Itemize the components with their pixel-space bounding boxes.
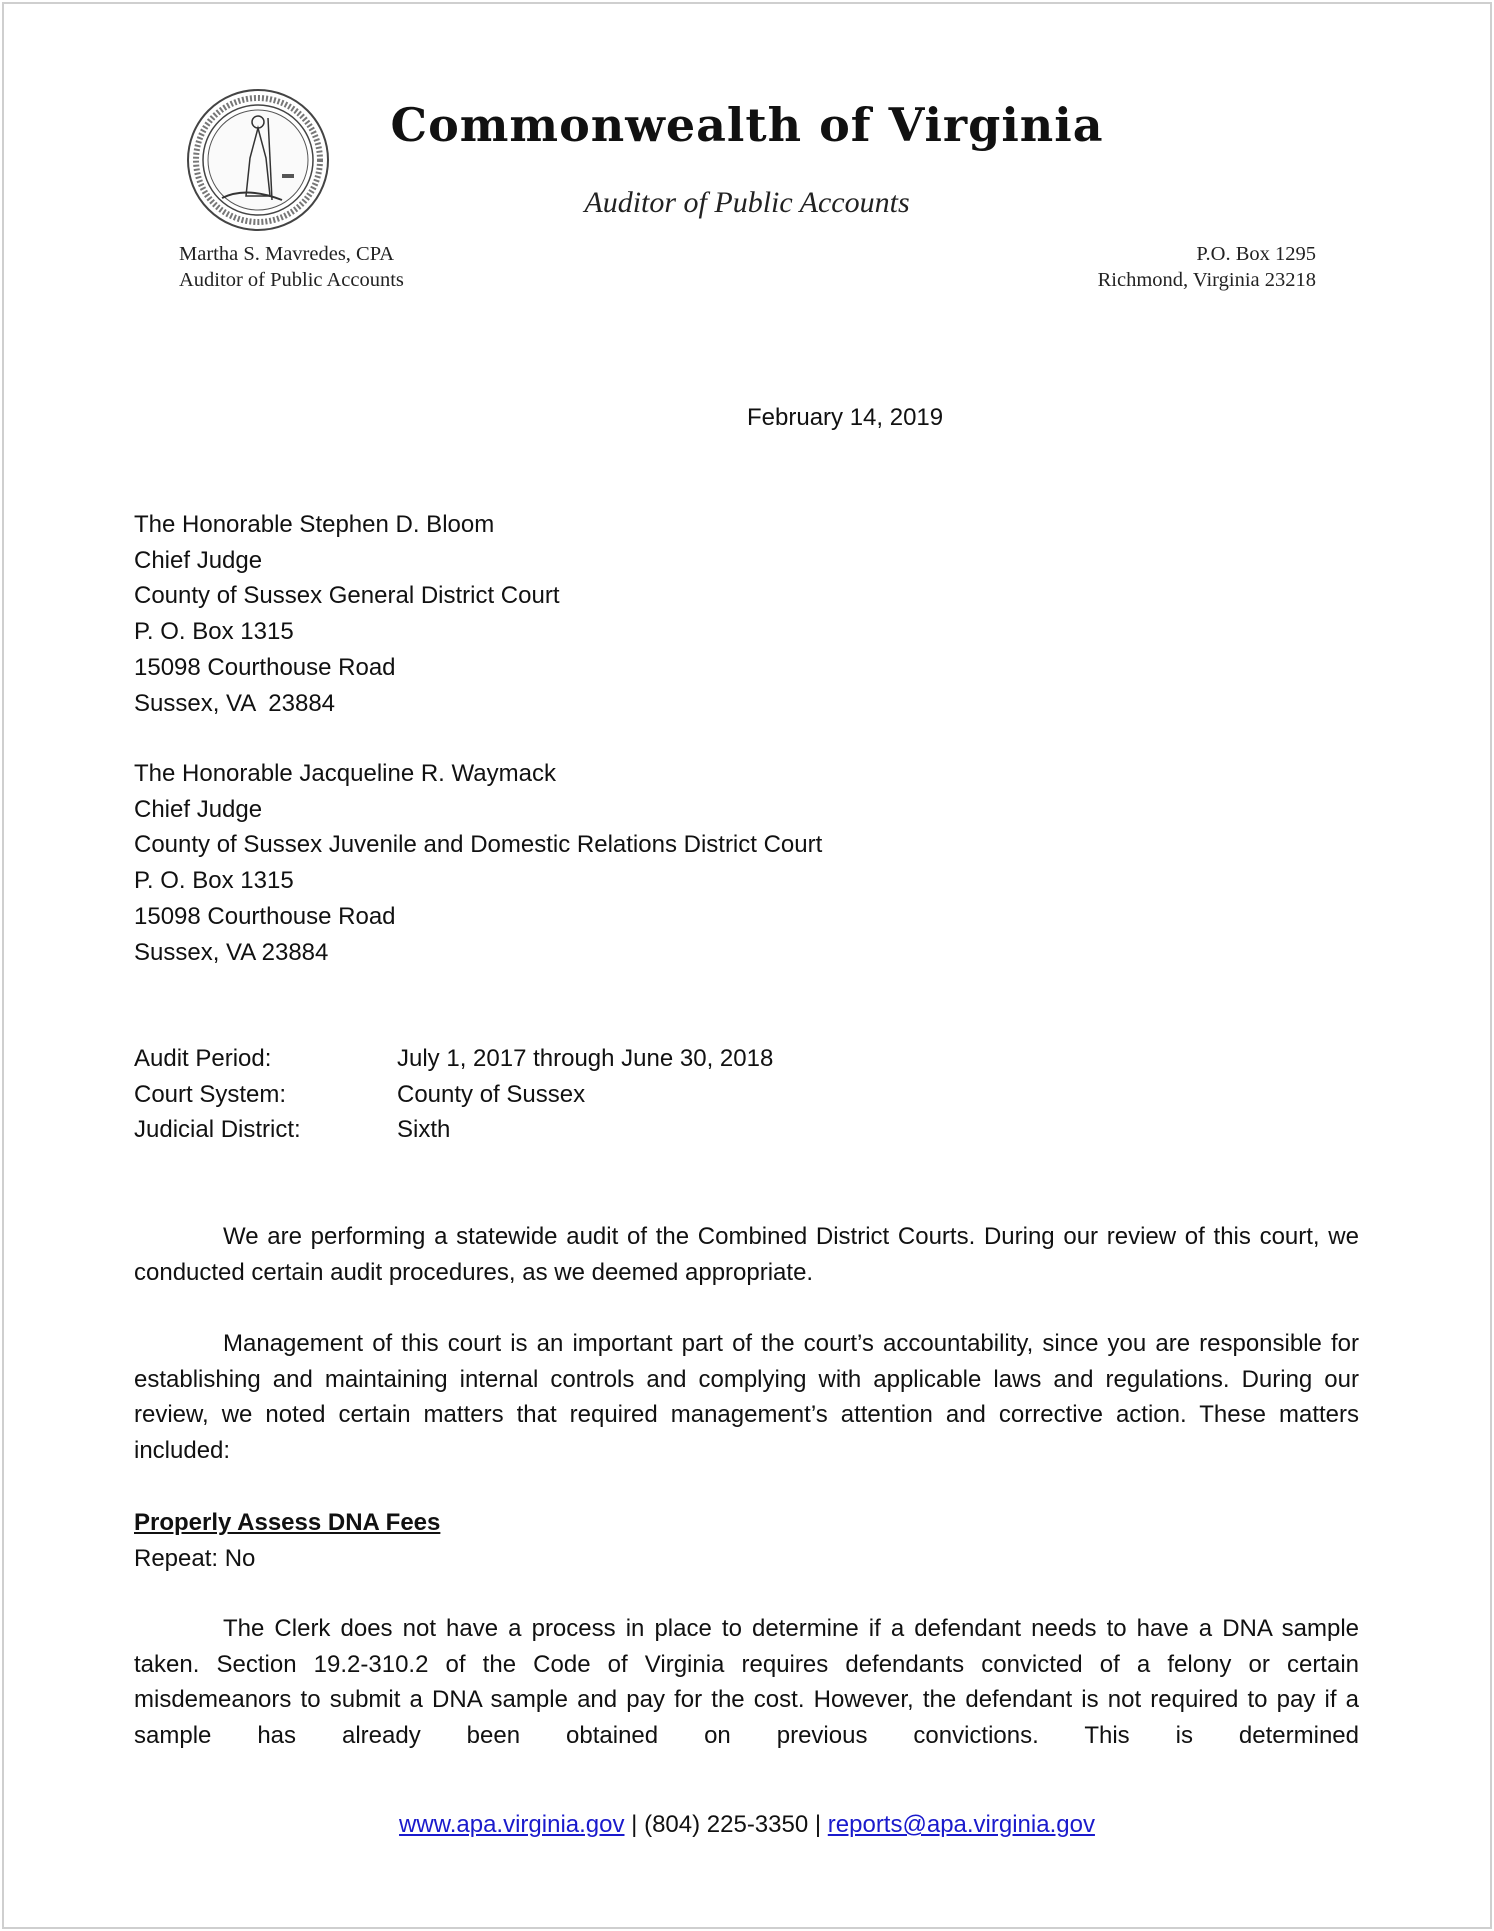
paragraph-text: The Clerk does not have a process in place to determine if a defendant needs to have a DNA sample taken. Section 19.2-310.2 of the Code of Virginia requires defendants convicted of a felony or certain misdemeanors to submit a DNA sample and pay for the cost. However, the defendant is not required to pay if a sample has already been obtained on previous convictions. This is determined <box>134 1615 1359 1750</box>
sender-block <box>179 241 404 293</box>
recipient-line: Chief Judge <box>134 546 263 574</box>
audit-info <box>134 1041 773 1148</box>
recipient-line: County of Sussex General District Court <box>134 582 560 610</box>
recipient-line: County of Sussex Juvenile and Domestic Relations District Court <box>134 831 823 859</box>
website-link[interactable]: www.apa.virginia.gov <box>399 1811 625 1838</box>
sender-title: Auditor of Public Accounts <box>179 269 404 291</box>
finding-paragraph <box>134 1611 1359 1754</box>
footer <box>0 1807 1494 1843</box>
footer-phone: (804) 225-3350 <box>644 1811 809 1838</box>
recipient-line: Sussex, VA 23884 <box>134 689 336 717</box>
recipient-line: The Honorable Jacqueline R. Waymack <box>134 760 556 787</box>
audit-info-label: Judicial District: <box>134 1116 301 1144</box>
finding-repeat: Repeat: No <box>134 1545 256 1572</box>
address-line: Richmond, Virginia 23218 <box>1097 269 1316 291</box>
paragraph-text: We are performing a statewide audit of the Combined District Courts. During our review of this court, we conducted certain audit procedures, as we deemed appropriate. <box>134 1223 1359 1286</box>
email-link[interactable]: reports@apa.virginia.gov <box>827 1811 1095 1838</box>
letterhead-subtitle: Auditor of Public Accounts <box>584 186 910 219</box>
audit-info-row <box>134 1112 773 1148</box>
body-paragraph <box>134 1326 1359 1469</box>
footer-separator: | <box>631 1811 638 1838</box>
letterhead-title: Commonwealth of Virginia <box>390 98 1104 152</box>
audit-info-value: County of Sussex <box>397 1080 586 1108</box>
finding-heading: Properly Assess DNA Fees <box>134 1509 441 1536</box>
recipient-line: Chief Judge <box>134 795 263 823</box>
audit-info-value: Sixth <box>397 1116 451 1144</box>
letter-date: February 14, 2019 <box>747 404 944 431</box>
recipient-line: Sussex, VA 23884 <box>134 938 329 966</box>
recipient-line: The Honorable Stephen D. Bloom <box>134 511 495 538</box>
audit-info-row <box>134 1077 773 1113</box>
recipient-line: 15098 Courthouse Road <box>134 902 396 930</box>
recipient-line: P. O. Box 1315 <box>134 867 294 895</box>
recipient-line: 15098 Courthouse Road <box>134 653 396 681</box>
audit-info-value: July 1, 2017 through June 30, 2018 <box>397 1045 774 1072</box>
audit-info-label: Audit Period: <box>134 1045 272 1072</box>
sender-name: Martha S. Mavredes, CPA <box>179 243 395 265</box>
address-line: P.O. Box 1295 <box>1196 243 1316 265</box>
audit-info-row <box>134 1041 773 1077</box>
recipient-block <box>134 756 822 970</box>
audit-info-label: Court System: <box>134 1080 287 1108</box>
footer-separator: | <box>814 1811 822 1838</box>
recipient-line: P. O. Box 1315 <box>134 618 294 646</box>
recipient-block <box>134 507 560 721</box>
office-address <box>1098 241 1316 293</box>
body-paragraph <box>134 1219 1359 1290</box>
paragraph-text: Management of this court is an important part of the court’s accountability, since you are responsible for establishing and maintaining internal controls and complying with applicable laws and regulations. During our review, we noted certain matters that required management’s attention and corrective action. These matters included: <box>134 1330 1359 1465</box>
